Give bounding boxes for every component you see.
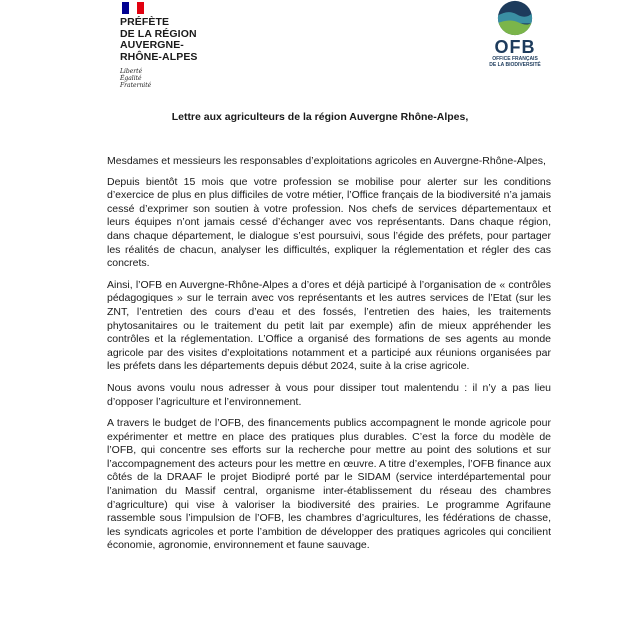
prefecture-name <box>120 17 250 63</box>
flag-white-stripe <box>129 2 136 14</box>
prefecture-name-line: RHÔNE-ALPES <box>120 50 198 63</box>
flag-blue-stripe <box>122 2 129 14</box>
letter-paragraph: Ainsi, l’OFB en Auvergne-Rhône-Alpes a d’ores et déjà participé à l’organisation de « contrôles pédagogiques » sur le terrain avec vos représentants et les autres services de l’Etat (sur les ZNT, l’entretien des cours d’eau et des fossés, l’entretien des haies, les traitements phytosanitaires ou le traitement du petit lait par exemple) afin de mieux appréhender les contrôles et la réglementation. L’Office a organisé des formations de ses agents au monde agricole par des visites d’exploitations notamment et a participé aux réunions organisées par les préfets dans les départements depuis début 2024, suite à la crise agricole. <box>107 278 551 373</box>
ofb-full-name <box>478 56 552 68</box>
marianne-flag-icon <box>122 2 144 14</box>
ofb-full-name-line: DE LA BIODIVERSITÉ <box>489 62 541 68</box>
ofb-emblem-icon <box>497 0 533 36</box>
motto-line: Fraternité <box>120 82 152 89</box>
letter-paragraph: Nous avons voulu nous adresser à vous pour dissiper tout malentendu : il n’y a pas lieu d’opposer l’agriculture et l’environnement. <box>107 381 551 408</box>
flag-red-stripe <box>137 2 144 14</box>
letter-title: Lettre aux agriculteurs de la région Auvergne Rhône-Alpes, <box>171 111 469 123</box>
letter-body <box>107 155 551 561</box>
prefecture-name-line: DE LA RÉGION <box>120 27 197 40</box>
prefecture-name-line: AUVERGNE- <box>120 39 184 51</box>
letter-greeting: Mesdames et messieurs les responsables d’exploitations agricoles en Auvergne-Rhône-Alpes, <box>107 155 546 167</box>
motto-line: Liberté <box>120 68 143 75</box>
ofb-full-name-line: OFFICE FRANÇAIS <box>492 56 538 62</box>
ofb-logo-block <box>478 0 552 68</box>
republic-motto <box>120 68 250 89</box>
prefecture-name-line: PRÉFÈTE <box>120 16 170 28</box>
prefecture-logo-block <box>120 2 250 89</box>
letter-paragraph: Depuis bientôt 15 mois que votre profession se mobilise pour alerter sur les conditions d’exercice de plus en plus difficiles de votre métier, l’Office français de la biodiversité n’a jamais cessé d’exprimer son soutien à votre profession. Nos chefs de services départementaux et leurs équipes n’ont jamais cessé d’échanger avec vos représentants. Dans chaque région, dans chaque département, le dialogue s’est poursuivi, sous l’égide des préfets, pour partager les réalités de chacun, analyser les difficultés, expliquer la réglementation et régler des cas concrets. <box>107 175 551 270</box>
ofb-acronym: OFB <box>494 37 536 57</box>
motto-line: Égalité <box>120 75 142 82</box>
letter-paragraph: A travers le budget de l’OFB, des financements publics accompagnent le monde agricole pour expérimenter et mettre en place des pratiques plus durables. C’est la force du modèle de l’OFB, qui concentre ses efforts sur la recherche pour mettre au point des solutions et sur l’accompagnement des acteurs pour les mettre en œuvre. A titre d’exemples, l’OFB finance aux côtés de la DRAAF le projet Biodipré porté par le SIDAM (service interdépartemental pour l’animation du Massif central, organisme inter-établissement du réseau des chambres d’agriculture) qui vise à valoriser la biodiversité des prairies. Le programme Agrifaune rassemble sous l’impulsion de l’OFB, les chambres d’agricultures, les fédérations de chasse, les syndicats agricoles et porte l’ambition de développer des pratiques agricoles qui concilient économie, agronomie, environnement et faune sauvage. <box>107 417 551 552</box>
